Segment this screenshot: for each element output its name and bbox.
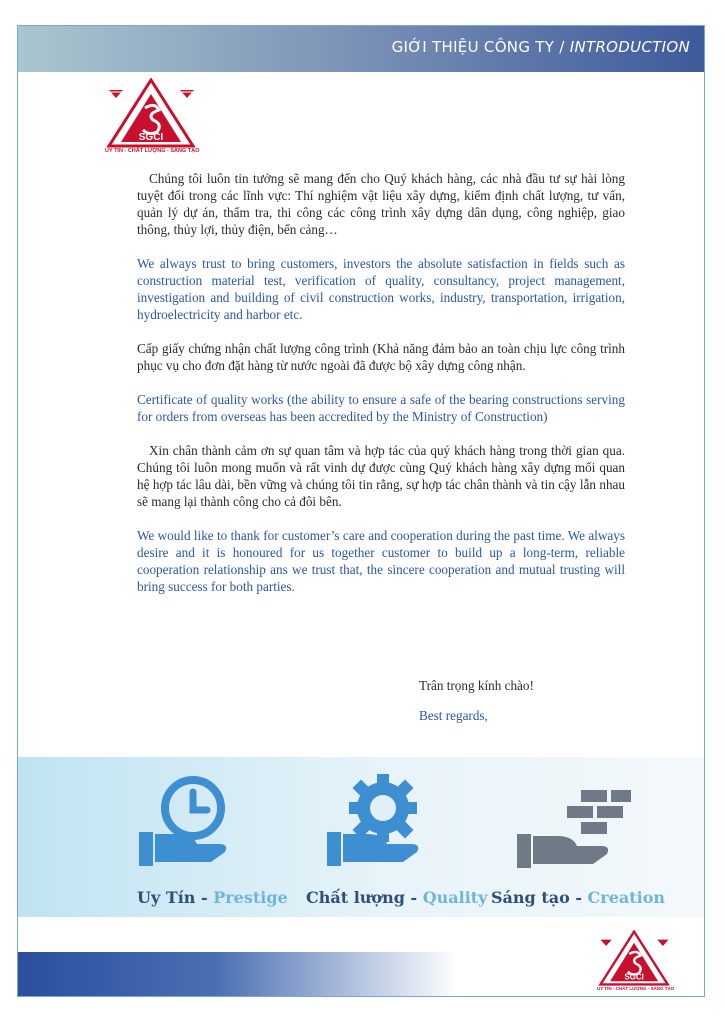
- footer-logo-letters: SGCI: [624, 972, 644, 982]
- closing-greeting-vi: Trân trọng kính chào!: [419, 678, 534, 693]
- paragraph-vi-1: Chúng tôi luôn tin tưởng sẽ mang đến cho Quý khách hàng, các nhà đầu tư sự hài lòng tuyệt đối trong các lĩnh vực: Thí nghiệm vật liệu xây dựng, kiểm định chất lượng, tư vấn, quản lý dự án, thẩm tra, thi công các công trình xây dựng dân dụng, công nghiệp, giao thông, thủy lợi, thủy điện, bến cảng…: [137, 171, 625, 237]
- bricks-hand-icon: [515, 788, 635, 873]
- page-title: GIỚI THIỆU CÔNG TY / INTRODUCTION: [391, 38, 690, 56]
- gear-hand-icon: [325, 770, 435, 870]
- sgci-triangle-icon: [105, 78, 198, 148]
- footer-logo: [597, 930, 675, 996]
- value-prestige: Uy Tín - Prestige: [137, 888, 288, 907]
- paragraph-en-3: We would like to thank for customer’s care and cooperation during the past time. We always desire and it is honoured for us together customer to build up a long-term, reliable cooperation relationship ans we trust that, the sincere cooperation and mutual trusting will bring success for both parties.: [137, 528, 625, 594]
- paragraph-en-2: Certificate of quality works (the ability to ensure a safe of the bearing constructions serving for orders from overseas has been accredited by the Ministry of Construction): [137, 392, 625, 424]
- value-quality: Chất lượng - Quality: [306, 888, 488, 907]
- footer-logo-tagline: UY TÍN - CHẤT LƯỢNG - SÁNG TẠO: [597, 986, 675, 991]
- company-logo: [105, 78, 198, 160]
- closing-greeting-en: Best regards,: [419, 708, 488, 723]
- intro-content: [137, 170, 625, 612]
- logo-tagline: UY TÍN - CHẤT LƯỢNG - SÁNG TẠO: [105, 148, 200, 154]
- paragraph-en-1: We always trust to bring customers, investors the absolute satisfaction in fields such as construction material test, verification of quality, consultancy, project management, investigation and building of civil construction works, industry, transportation, irrigation, hydroelectricity and harbor etc.: [137, 256, 625, 322]
- paragraph-vi-2: Cấp giấy chứng nhận chất lượng công trình (Khả năng đảm bảo an toàn chịu lực công trình phục vụ cho đơn đặt hàng từ nước ngoài đã được bộ xây dựng công nhận.: [137, 341, 625, 373]
- clock-hand-icon: [137, 772, 237, 872]
- logo-letters: SGCI: [138, 132, 164, 143]
- paragraph-vi-3: Xin chân thành cảm ơn sự quan tâm và hợp tác của quý khách hàng trong thời gian qua. Chúng tôi luôn mong muốn và rất vinh dự được cùng Quý khách hàng xây dựng mối quan hệ hợp tác lâu dài, bền vững và chúng tôi tin rằng, sự hợp tác chân thành và tin cậy lẫn nhau sẽ mang lại thành công cho cả đôi bên.: [137, 443, 625, 509]
- value-creation: Sáng tạo - Creation: [491, 888, 666, 907]
- sgci-triangle-icon: [597, 930, 672, 986]
- footer-band: [18, 952, 458, 996]
